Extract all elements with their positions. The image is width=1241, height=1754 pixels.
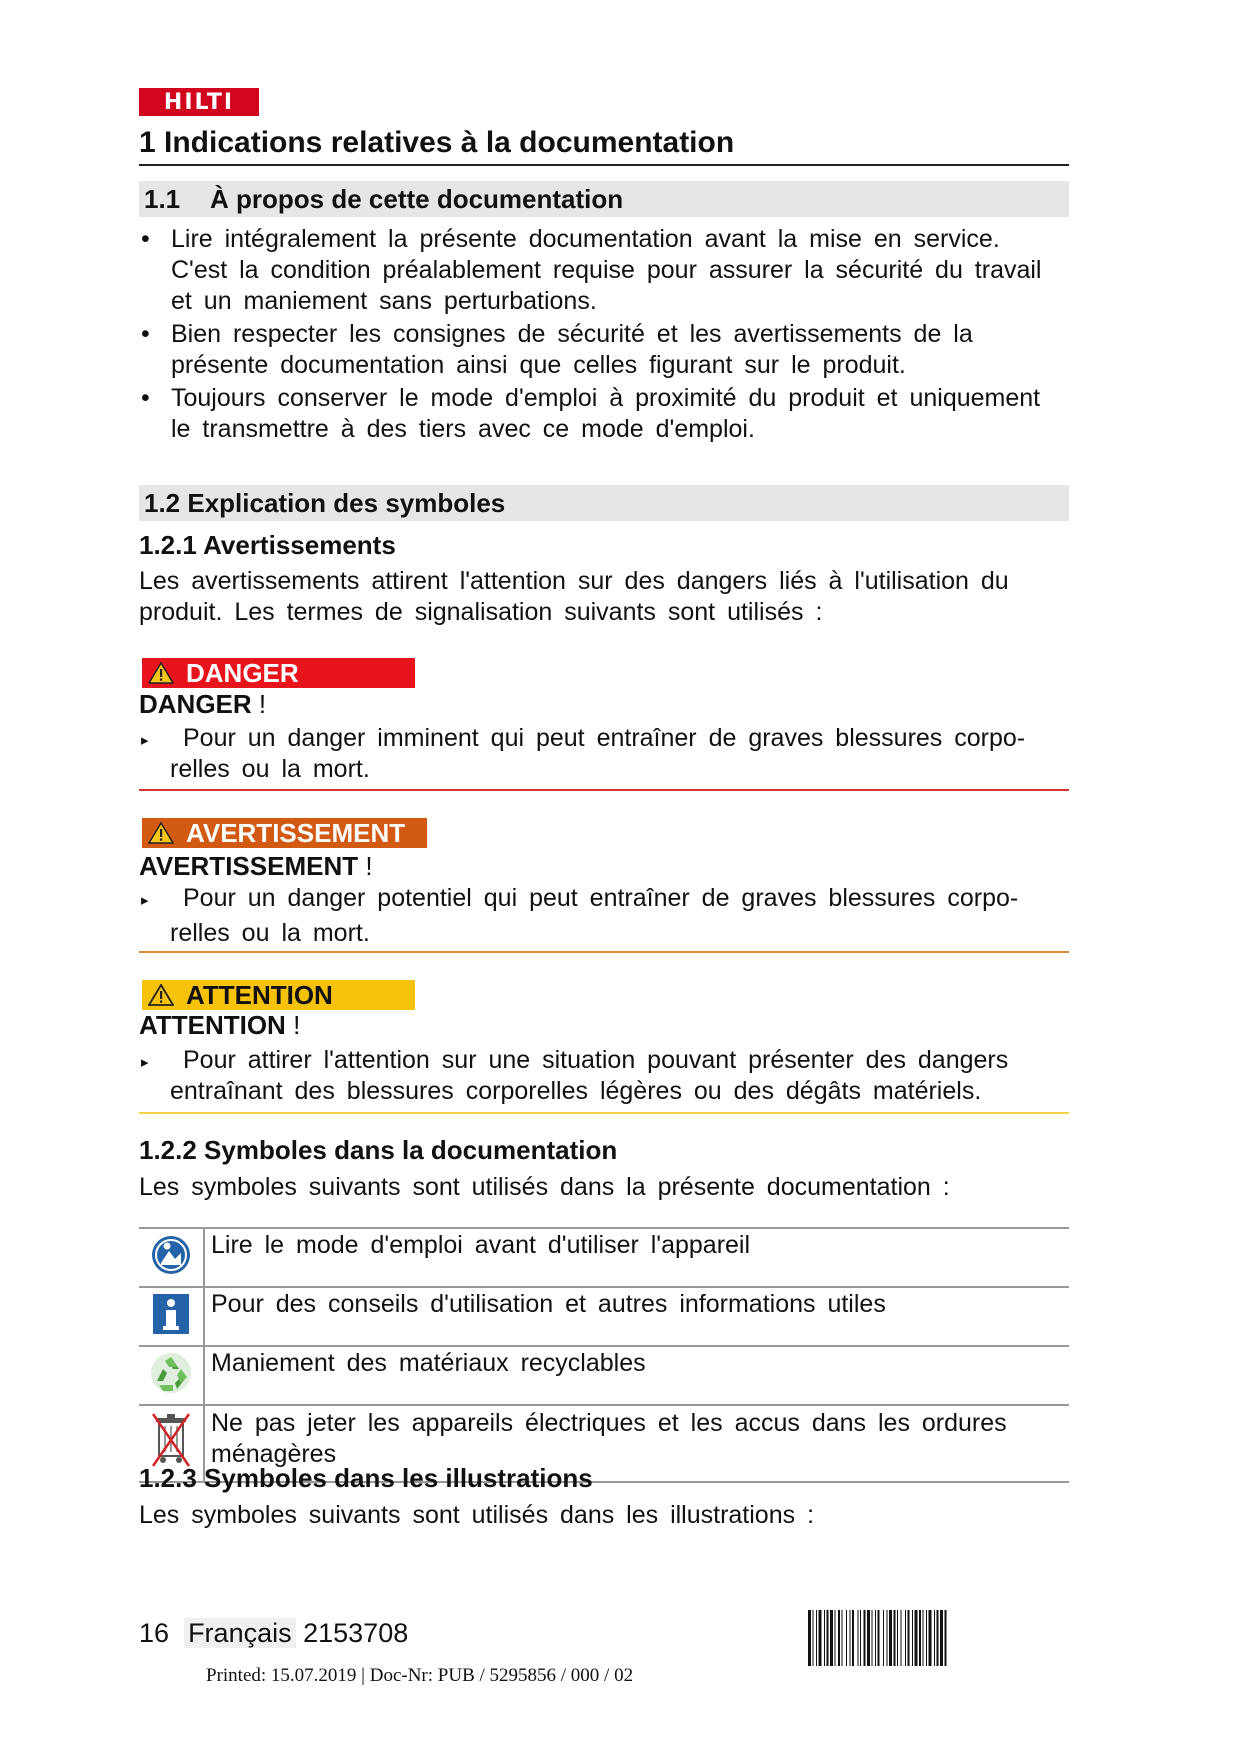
barcode-bar xyxy=(915,1610,918,1666)
divider xyxy=(139,951,1069,953)
signal-heading xyxy=(139,851,373,882)
list-item xyxy=(139,224,1159,317)
barcode-bar xyxy=(912,1610,913,1666)
signal-heading xyxy=(139,689,266,720)
barcode-bar xyxy=(813,1610,814,1666)
danger-signal-label xyxy=(142,658,415,688)
subsection-title: 1.2.1 Avertissements xyxy=(139,530,396,560)
barcode-bar xyxy=(905,1610,906,1666)
barcode-bar xyxy=(897,1610,898,1666)
doc-code: 2153708 xyxy=(303,1618,409,1648)
language-label: Français xyxy=(184,1618,296,1648)
barcode-bar xyxy=(875,1610,876,1666)
caution-signal-label xyxy=(142,980,415,1010)
bullet-text-line: C'est la condition préalablement requise pour assurer la sécurité du travail xyxy=(171,256,1042,284)
symbol-label: ménagères xyxy=(211,1440,337,1468)
barcode-bar xyxy=(852,1610,854,1666)
exclamation: ! xyxy=(285,1010,301,1040)
symbol-label: Maniement des matériaux recyclables xyxy=(204,1346,1069,1405)
barcode-bar xyxy=(929,1610,932,1666)
barcode-bar xyxy=(872,1610,873,1666)
item-text-line: entraînant des blessures corporelles légères ou des dégâts matériels. xyxy=(170,1077,982,1105)
barcode-bar xyxy=(827,1610,829,1666)
list-item xyxy=(139,1045,1139,1107)
barcode-bar xyxy=(864,1610,866,1666)
info-icon xyxy=(139,1287,204,1346)
symbol-label: Ne pas jeter les appareils électriques et les accus dans les ordures xyxy=(211,1409,1007,1437)
barcode-bar xyxy=(835,1610,836,1666)
print-info: Printed: 15.07.2019 | Doc-Nr: PUB / 5295856 / 000 / 02 xyxy=(206,1665,634,1686)
barcode-bar xyxy=(919,1610,921,1666)
barcode-bar xyxy=(889,1610,892,1666)
bullet-marker: • xyxy=(141,320,150,348)
barcode-bar xyxy=(923,1610,924,1666)
arrow-bullet-icon: ▸ xyxy=(141,732,149,749)
barcode-bar xyxy=(846,1610,847,1666)
barcode xyxy=(808,1610,1063,1666)
section-1-1-header xyxy=(139,181,1069,217)
signal-word: ATTENTION xyxy=(186,979,333,1010)
item-text-line: Pour attirer l'attention sur une situation pouvant présenter des dangers xyxy=(183,1046,1009,1074)
bullet-text-line: le transmettre à des tiers avec ce mode d'emploi. xyxy=(171,415,755,443)
bullet-text-line: Lire intégralement la présente documentation avant la mise en service. xyxy=(171,225,1000,253)
item-text-line: Pour un danger potentiel qui peut entraîner de graves blessures corpo- xyxy=(183,884,1019,912)
symbol-label: Pour des conseils d'utilisation et autres informations utiles xyxy=(204,1287,1069,1346)
warning-triangle-icon xyxy=(148,984,174,1006)
item-text-line: Pour un danger imminent qui peut entraîner de graves blessures corpo- xyxy=(183,724,1026,752)
bullet-marker: • xyxy=(141,225,150,253)
bullet-text-line: Toujours conserver le mode d'emploi à proximité du produit et uniquement xyxy=(171,384,1041,412)
bullet-text-line: présente documentation ainsi que celles figurant sur le produit. xyxy=(171,351,906,379)
barcode-bar xyxy=(860,1610,861,1666)
section-title: À propos de cette documentation xyxy=(210,183,624,214)
subsection-title: 1.2.2 Symboles dans la documentation xyxy=(139,1135,618,1165)
barcode-bar xyxy=(838,1610,840,1666)
bullet-list xyxy=(139,224,1159,447)
table-row xyxy=(139,1228,1069,1287)
read-manual-icon xyxy=(139,1228,204,1287)
barcode-bar xyxy=(945,1610,947,1666)
barcode-bar xyxy=(878,1610,880,1666)
divider xyxy=(139,1112,1069,1114)
list-item xyxy=(139,723,1139,785)
divider xyxy=(139,789,1069,791)
hilti-logo: HILTI xyxy=(139,88,259,116)
warning-triangle-icon xyxy=(148,662,174,684)
item-text-line: relles ou la mort. xyxy=(170,919,370,947)
barcode-bar xyxy=(867,1610,870,1666)
paragraph: Les symboles suivants sont utilisés dans les illustrations : xyxy=(139,1501,815,1529)
signal-word: AVERTISSEMENT xyxy=(139,851,359,881)
barcode-bar xyxy=(934,1610,935,1666)
barcode-bar xyxy=(842,1610,843,1666)
signal-word: DANGER xyxy=(186,657,299,688)
page-footer xyxy=(139,1618,408,1649)
signal-word: DANGER xyxy=(139,689,252,719)
list-item xyxy=(139,883,1139,949)
arrow-bullet-icon: ▸ xyxy=(141,892,149,909)
barcode-bar xyxy=(883,1610,884,1666)
page-number: 16 xyxy=(139,1618,170,1648)
barcode-bar xyxy=(858,1610,859,1666)
section-1-2-header xyxy=(139,485,1069,521)
barcode-bar xyxy=(901,1610,902,1666)
warning-triangle-icon xyxy=(148,822,174,844)
barcode-bar xyxy=(824,1610,825,1666)
arrow-bullet-icon: ▸ xyxy=(141,1054,149,1071)
table-row xyxy=(139,1287,1069,1346)
signal-word: ATTENTION xyxy=(139,1010,286,1040)
barcode-bar xyxy=(908,1610,910,1666)
list-item xyxy=(139,319,1159,381)
barcode-bar xyxy=(940,1610,943,1666)
paragraph xyxy=(139,566,1129,628)
recycle-icon xyxy=(139,1346,204,1405)
paragraph: Les symboles suivants sont utilisés dans la présente documentation : xyxy=(139,1173,950,1201)
barcode-bar xyxy=(937,1610,939,1666)
barcode-bar xyxy=(887,1610,888,1666)
section-number: 1.1 xyxy=(144,183,181,214)
barcode-bar xyxy=(894,1610,896,1666)
signal-heading xyxy=(139,1010,300,1041)
symbols-table xyxy=(139,1227,1069,1483)
barcode-bar xyxy=(819,1610,822,1666)
barcode-bar xyxy=(850,1610,851,1666)
warning-signal-label xyxy=(142,818,427,848)
exclamation: ! xyxy=(358,851,373,881)
bullet-text-line: Bien respecter les consignes de sécurité et les avertissements de la xyxy=(171,320,973,348)
bullet-marker: • xyxy=(141,384,150,412)
symbol-label: Lire le mode d'emploi avant d'utiliser l'appareil xyxy=(204,1228,1069,1287)
barcode-bar xyxy=(926,1610,927,1666)
exclamation: ! xyxy=(251,689,267,719)
barcode-bar xyxy=(808,1610,811,1666)
item-text-line: relles ou la mort. xyxy=(170,755,370,783)
subsection-title: 1.2.3 Symboles dans les illustrations xyxy=(139,1463,593,1493)
bullet-text-line: et un maniement sans perturbations. xyxy=(171,287,597,315)
signal-word: AVERTISSEMENT xyxy=(186,817,406,848)
list-item xyxy=(139,383,1159,445)
barcode-bar xyxy=(830,1610,833,1666)
paragraph-line: produit. Les termes de signalisation suivants sont utilisés : xyxy=(139,598,823,626)
table-row xyxy=(139,1346,1069,1405)
section-title: 1.2 Explication des symboles xyxy=(144,487,506,518)
barcode-bar xyxy=(816,1610,817,1666)
chapter-title: 1 Indications relatives à la documentation xyxy=(139,126,1069,166)
paragraph-line: Les avertissements attirent l'attention sur des dangers liés à l'utilisation du xyxy=(139,567,1009,595)
